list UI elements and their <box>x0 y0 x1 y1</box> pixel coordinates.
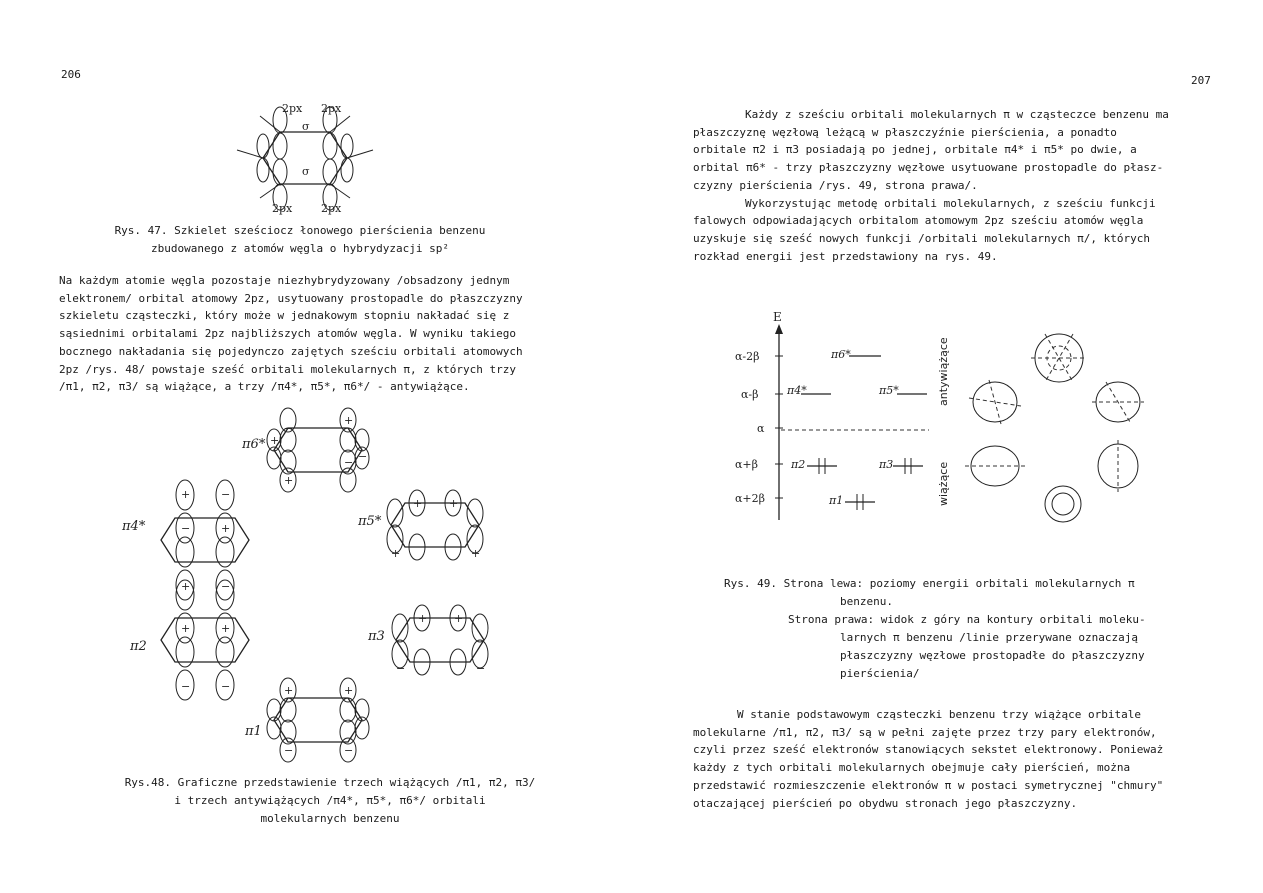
fig47-sigma-label: σ <box>302 165 310 178</box>
sign-plus: + <box>471 547 481 560</box>
label-pi1: π1 <box>245 724 262 739</box>
text-line: uzyskuje się sześć nowych funkcji /orbitali molekularnych π/, których <box>693 231 1150 245</box>
text-line: bocznego nakładania się pojedynczo zajętych sześciu orbitali atomowych <box>59 344 523 358</box>
sign-minus: − <box>181 680 191 693</box>
sign-minus: − <box>181 522 191 535</box>
sign-minus: − <box>221 680 231 693</box>
fig47-label-bottom-left: 2px <box>272 202 293 215</box>
label-pi4: π4* <box>122 519 146 534</box>
figure-47-skeleton <box>225 100 385 215</box>
level-label-pi6: π6* <box>831 348 851 361</box>
level-label: α-β <box>741 388 759 401</box>
fig47-caption <box>80 222 520 258</box>
label-pi3: π3 <box>368 629 385 644</box>
level-label-pi1: π1 <box>829 494 844 507</box>
right-paragraph-3 <box>693 706 1163 812</box>
orbital-pi1 <box>267 678 369 762</box>
orbital-pi6 <box>267 408 369 492</box>
text-line: szkieletu cząsteczki, który może w jednakowym stopniu nakładać się z <box>59 309 510 323</box>
fig49-caption <box>724 575 1146 683</box>
level-label-pi3: π3 <box>879 458 894 471</box>
text-line: elektronem/ orbital atomowy 2pz, usytuowany prostopadle do płaszczyzny <box>59 291 523 305</box>
label-pi2: π2 <box>130 639 147 654</box>
sign-plus: + <box>413 497 423 510</box>
text-line: falowych odpowiadających orbitalom atomowym 2pz sześciu atomów węgla <box>693 214 1144 228</box>
level-label-pi2: π2 <box>791 458 806 471</box>
text-line: orbitale π2 i π3 posiadają po jednej, orbitale π4* i π5* po dwie, a <box>693 143 1137 157</box>
sign-minus: − <box>284 744 294 757</box>
text-line: płaszczyznę węzłową leżącą w płaszczyźnie pierścienia, a ponadto <box>693 125 1117 139</box>
caption-line: pierścienia/ <box>840 667 920 680</box>
level-label: α+β <box>735 458 759 471</box>
contour-pi3 <box>1098 440 1138 492</box>
sign-minus: − <box>284 422 294 435</box>
figure-49-energy-diagram <box>631 310 1263 525</box>
energy-axis-arrow <box>775 324 783 334</box>
sign-plus: + <box>284 474 294 487</box>
sign-plus: + <box>391 547 401 560</box>
text-line: rozkład energii jest przedstawiony na rys. 49. <box>693 249 998 263</box>
orbital-pi4 <box>161 480 249 600</box>
contour-pi5 <box>1092 382 1144 422</box>
contour-pi2 <box>965 446 1025 486</box>
fig47-sigma-label: σ <box>302 120 310 133</box>
sign-plus: + <box>344 684 354 697</box>
caption-line: płaszczyzny węzłowe prostopadłe do płaszczyzny <box>840 649 1145 662</box>
contour-pi4 <box>969 380 1021 424</box>
sign-plus: + <box>418 612 428 625</box>
caption-line: i trzech antywiążących /π4*, π5*, π6*/ orbitali <box>174 794 486 807</box>
text-line: orbital π6* - trzy płaszczyzny węzłowe usytuowane prostopadle do płasz- <box>693 161 1164 175</box>
sign-minus: − <box>396 662 406 675</box>
text-line: czyli przez sześć elektronów stanowiących sekstet elektronowy. Ponieważ <box>693 743 1164 757</box>
sign-plus: + <box>181 488 191 501</box>
fig47-label-bottom-right: 2px <box>321 202 342 215</box>
text-line: molekularne /π1, π2, π3/ są w pełni zajęte przez trzy pary elektronów, <box>693 725 1157 739</box>
caption-line: Rys. 47. Szkielet sześciocz łonowego pierścienia benzenu <box>114 224 486 237</box>
text-line: Każdy z sześciu orbitali molekularnych π w cząsteczce benzenu ma <box>745 108 1169 121</box>
label-pi6: π6* <box>242 437 266 452</box>
right-paragraph-1 <box>693 106 1169 265</box>
left-page <box>0 0 631 893</box>
page-number: 206 <box>61 68 81 81</box>
left-paragraph <box>59 272 523 396</box>
label-pi5: π5* <box>358 514 382 529</box>
fig47-label-top-left: 2px <box>282 102 303 115</box>
caption-line: Rys.48. Graficzne przedstawienie trzech wiążących /π1, π2, π3/ <box>124 776 536 789</box>
text-line: czyzny pierścienia /rys. 49, strona prawa/. <box>693 178 978 192</box>
figure-48-orbitals <box>0 400 631 770</box>
level-label-pi5: π5* <box>879 384 899 397</box>
sign-plus: + <box>284 684 294 697</box>
text-line: W stanie podstawowym cząsteczki benzenu trzy wiążące orbitale <box>737 708 1141 721</box>
text-line: Wykorzystując metodę orbitali molekularnych, z sześciu funkcji <box>745 196 1156 210</box>
orbital-pi5 <box>387 490 483 560</box>
sign-plus: + <box>181 580 191 593</box>
fig48-caption <box>95 774 565 828</box>
level-label: α <box>757 422 765 435</box>
caption-line: zbudowanego z atomów węgla o hybrydyzacji sp² <box>150 242 449 255</box>
caption-line: larnych π benzenu /linie przerywane oznaczają <box>840 631 1139 644</box>
sign-plus: + <box>221 522 231 535</box>
sign-plus: + <box>221 622 231 635</box>
orbital-pi3 <box>392 605 488 675</box>
sign-minus: − <box>221 488 231 501</box>
level-label-pi4: π4* <box>787 384 807 397</box>
text-line: sąsiednimi orbitalami 2pz najbliższych atomów węgla. W wyniku takiego <box>59 327 516 341</box>
text-line: /π1, π2, π3/ są wiążące, a trzy /π4*, π5*, π6*/ - antywiążące. <box>59 380 470 394</box>
caption-line: molekularnych benzenu <box>260 812 400 825</box>
level-label: α+2β <box>735 492 766 505</box>
caption-line: benzenu. <box>840 595 893 608</box>
page-number: 207 <box>1191 74 1211 87</box>
bonding-label: wiążące <box>937 461 950 506</box>
sign-minus: − <box>221 580 231 593</box>
caption-line: Strona prawa: widok z góry na kontury orbitali moleku- <box>788 613 1146 626</box>
text-line: Na każdym atomie węgla pozostaje niezhybrydyzowany /obsadzony jednym <box>59 274 510 287</box>
text-line: otaczającej pierścień po obydwu stronach jego płaszczyzny. <box>693 796 1078 810</box>
fig47-label-top-right: 2px <box>321 102 342 115</box>
right-page <box>631 0 1263 893</box>
contour-pi6 <box>1031 334 1087 382</box>
sign-plus: + <box>344 414 354 427</box>
energy-axis-label: E <box>773 310 782 324</box>
sign-plus: + <box>454 612 464 625</box>
contour-pi1 <box>1045 486 1081 522</box>
antibonding-label: antywiążące <box>937 337 950 406</box>
sign-minus: − <box>358 450 368 463</box>
sign-minus: − <box>344 456 354 469</box>
sign-minus: − <box>476 662 486 675</box>
orbital-pi2 <box>161 580 249 700</box>
sign-plus: + <box>181 622 191 635</box>
text-line: 2pz /rys. 48/ powstaje sześć orbitali molekularnych π, z których trzy <box>59 362 516 376</box>
sign-plus: + <box>270 434 280 447</box>
text-line: przedstawić rozmieszczenie elektronów π w postaci symetrycznej "chmury" <box>693 778 1164 792</box>
text-line: każdy z tych orbitali molekularnych obejmuje cały pierścień, można <box>693 761 1131 775</box>
caption-line: Rys. 49. Strona lewa: poziomy energii orbitali molekularnych π <box>724 577 1135 590</box>
sign-minus: − <box>344 744 354 757</box>
sign-plus: + <box>449 497 459 510</box>
level-label: α-2β <box>735 350 760 363</box>
